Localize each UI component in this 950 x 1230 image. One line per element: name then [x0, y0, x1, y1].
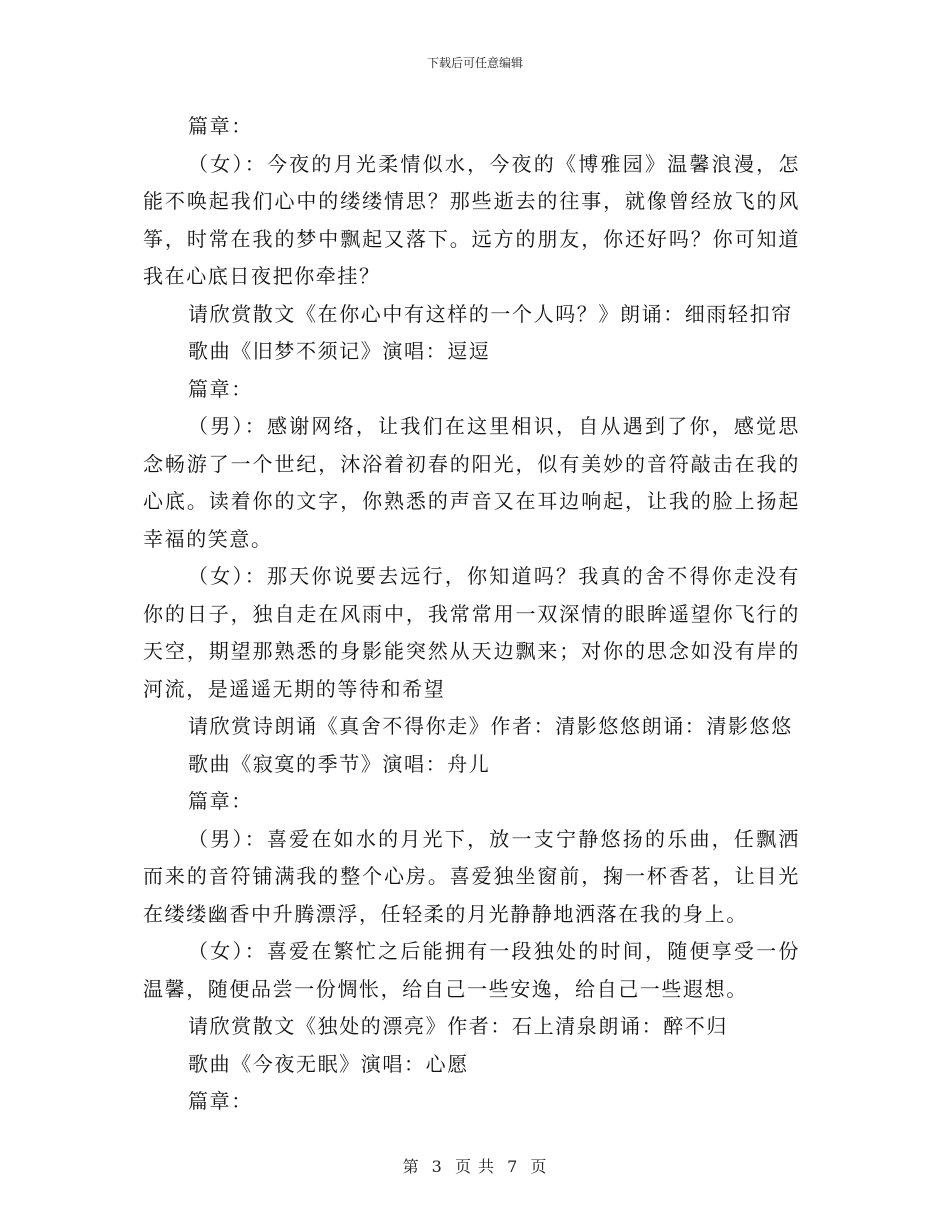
- footer-mid: 页 共: [454, 1157, 496, 1176]
- document-body: [143, 108, 800, 1121]
- paragraph-5: 篇章：: [188, 376, 253, 401]
- current-page-number: 3: [431, 1157, 443, 1176]
- paragraph-14: 歌曲《今夜无眠》演唱：心愿: [188, 1051, 469, 1076]
- paragraph-2: （女）：今夜的月光柔情似水，今夜的《博雅园》温馨浪漫，怎能不唤起我们心中的缕缕情思？那些逝去的往事，就像曾经放飞的风筝，时常在我的梦中飘起又落下。远方的朋友，你还好吗？你可知道我在心底日夜把你牵挂？: [143, 151, 800, 288]
- page-header: 下载后可任意编辑: [426, 56, 523, 70]
- paragraph-11: （男）：喜爱在如水的月光下，放一支宁静悠扬的乐曲，任飘洒而来的音符铺满我的整个心房。喜爱独坐窗前，掬一杯香茗，让目光在缕缕幽香中升腾漂浮，任轻柔的月光静静地洒落在我的身上。: [143, 826, 800, 926]
- footer-prefix: 第: [402, 1157, 420, 1176]
- paragraph-13: 请欣赏散文《独处的漂亮》作者：石上清泉朗诵：醉不归: [188, 1014, 728, 1038]
- paragraph-10: 篇章：: [188, 789, 253, 813]
- paragraph-12: （女）：喜爱在繁忙之后能拥有一段独处的时间，随便享受一份温馨，随便品尝一份惆怅，给自己一些安逸，给自己一些遐想。: [143, 939, 800, 1001]
- paragraph-7: （女）：那天你说要去远行，你知道吗？我真的舍不得你走没有你的日子，独自走在风雨中，我常常用一双深情的眼眸遥望你飞行的天空，期望那熟悉的身影能突然从天边飘来；对你的思念如没有岸的河流，是遥遥无期的等待和希望: [143, 564, 800, 701]
- total-page-count: 7: [507, 1157, 519, 1176]
- paragraph-15: 篇章：: [188, 1089, 253, 1113]
- paragraph-8: 请欣赏诗朗诵《真舍不得你走》作者：清影悠悠朗诵：清影悠悠: [188, 714, 793, 738]
- page-number-footer: [0, 1154, 950, 1177]
- paragraph-6: （男）：感谢网络，让我们在这里相识，自从遇到了你，感觉思念畅游了一个世纪，沐浴着初春的阳光，似有美妙的音符敲击在我的心底。读着你的文字，你熟悉的声音又在耳边响起，让我的脸上扬起幸福的笑意。: [143, 414, 800, 551]
- footer-suffix: 页: [530, 1157, 548, 1176]
- paragraph-1: 篇章：: [188, 114, 253, 138]
- paragraph-4: 歌曲《旧梦不须记》演唱：逗逗: [188, 339, 491, 363]
- paragraph-9: 歌曲《寂寞的季节》演唱：舟儿: [188, 751, 491, 776]
- paragraph-3: 请欣赏散文《在你心中有这样的一个人吗？》朗诵：细雨轻扣帘: [188, 301, 793, 326]
